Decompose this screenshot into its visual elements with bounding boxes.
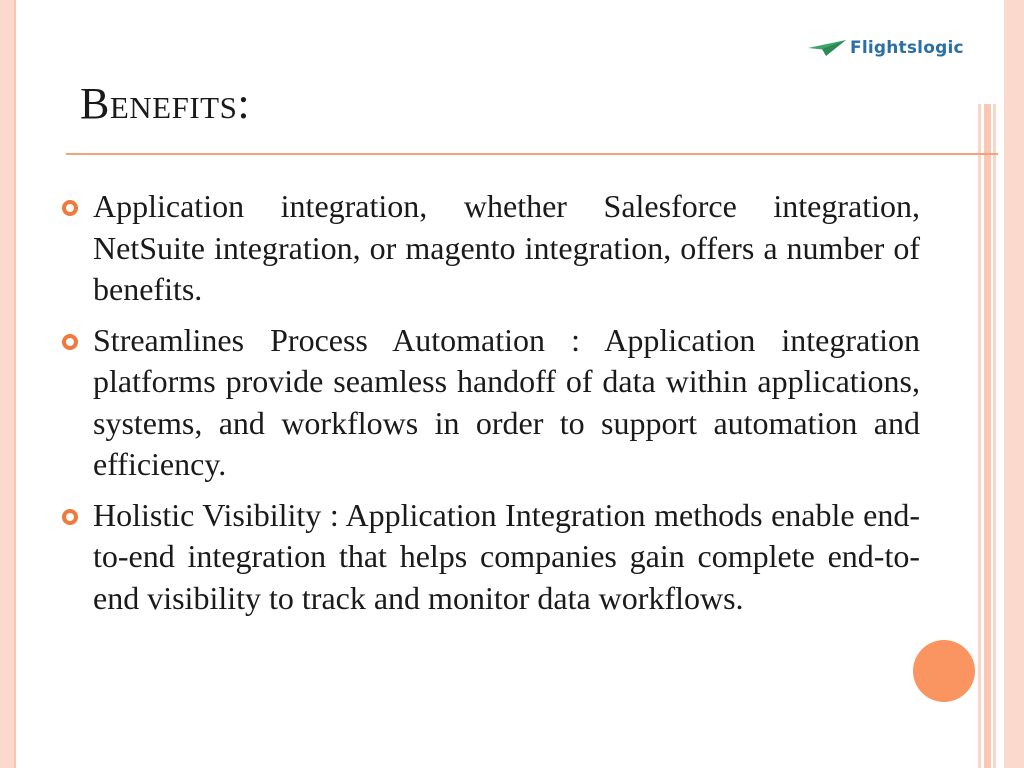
bullet-text: Application integration, whether Salesforce integration, NetSuite integration, or magento integration, offers a number of benefits.: [93, 188, 920, 307]
ring-bullet-icon: [62, 509, 78, 525]
brand-logo: [808, 38, 964, 58]
brand-name: Flightslogic: [850, 38, 964, 58]
right-decorative-bar: [984, 104, 991, 768]
left-decorative-stripe: [0, 0, 14, 768]
page-title: Benefits:: [80, 79, 251, 128]
bullet-item: [62, 495, 920, 620]
bullet-list: [62, 186, 920, 628]
ring-bullet-icon: [62, 334, 78, 350]
ring-bullet-icon: [62, 200, 78, 216]
right-decorative-stripe: [1004, 0, 1024, 768]
bullet-item: [62, 320, 920, 486]
paper-plane-icon: [808, 39, 846, 57]
left-decorative-line: [14, 0, 16, 768]
orange-circle-decoration: [913, 640, 975, 702]
right-decorative-bar: [993, 104, 996, 768]
right-decorative-bar: [978, 104, 981, 768]
bullet-item: [62, 186, 920, 311]
bullet-text: Streamlines Process Automation : Application integration platforms provide seamless handoff of data within applications, systems, and workflows in order to support automation and efficiency.: [93, 321, 920, 482]
bullet-text: Holistic Visibility : Application Integration methods enable end-to-end integration that helps companies gain complete end-to-end visibility to track and monitor data workflows.: [93, 496, 920, 616]
title-divider: [66, 153, 998, 155]
